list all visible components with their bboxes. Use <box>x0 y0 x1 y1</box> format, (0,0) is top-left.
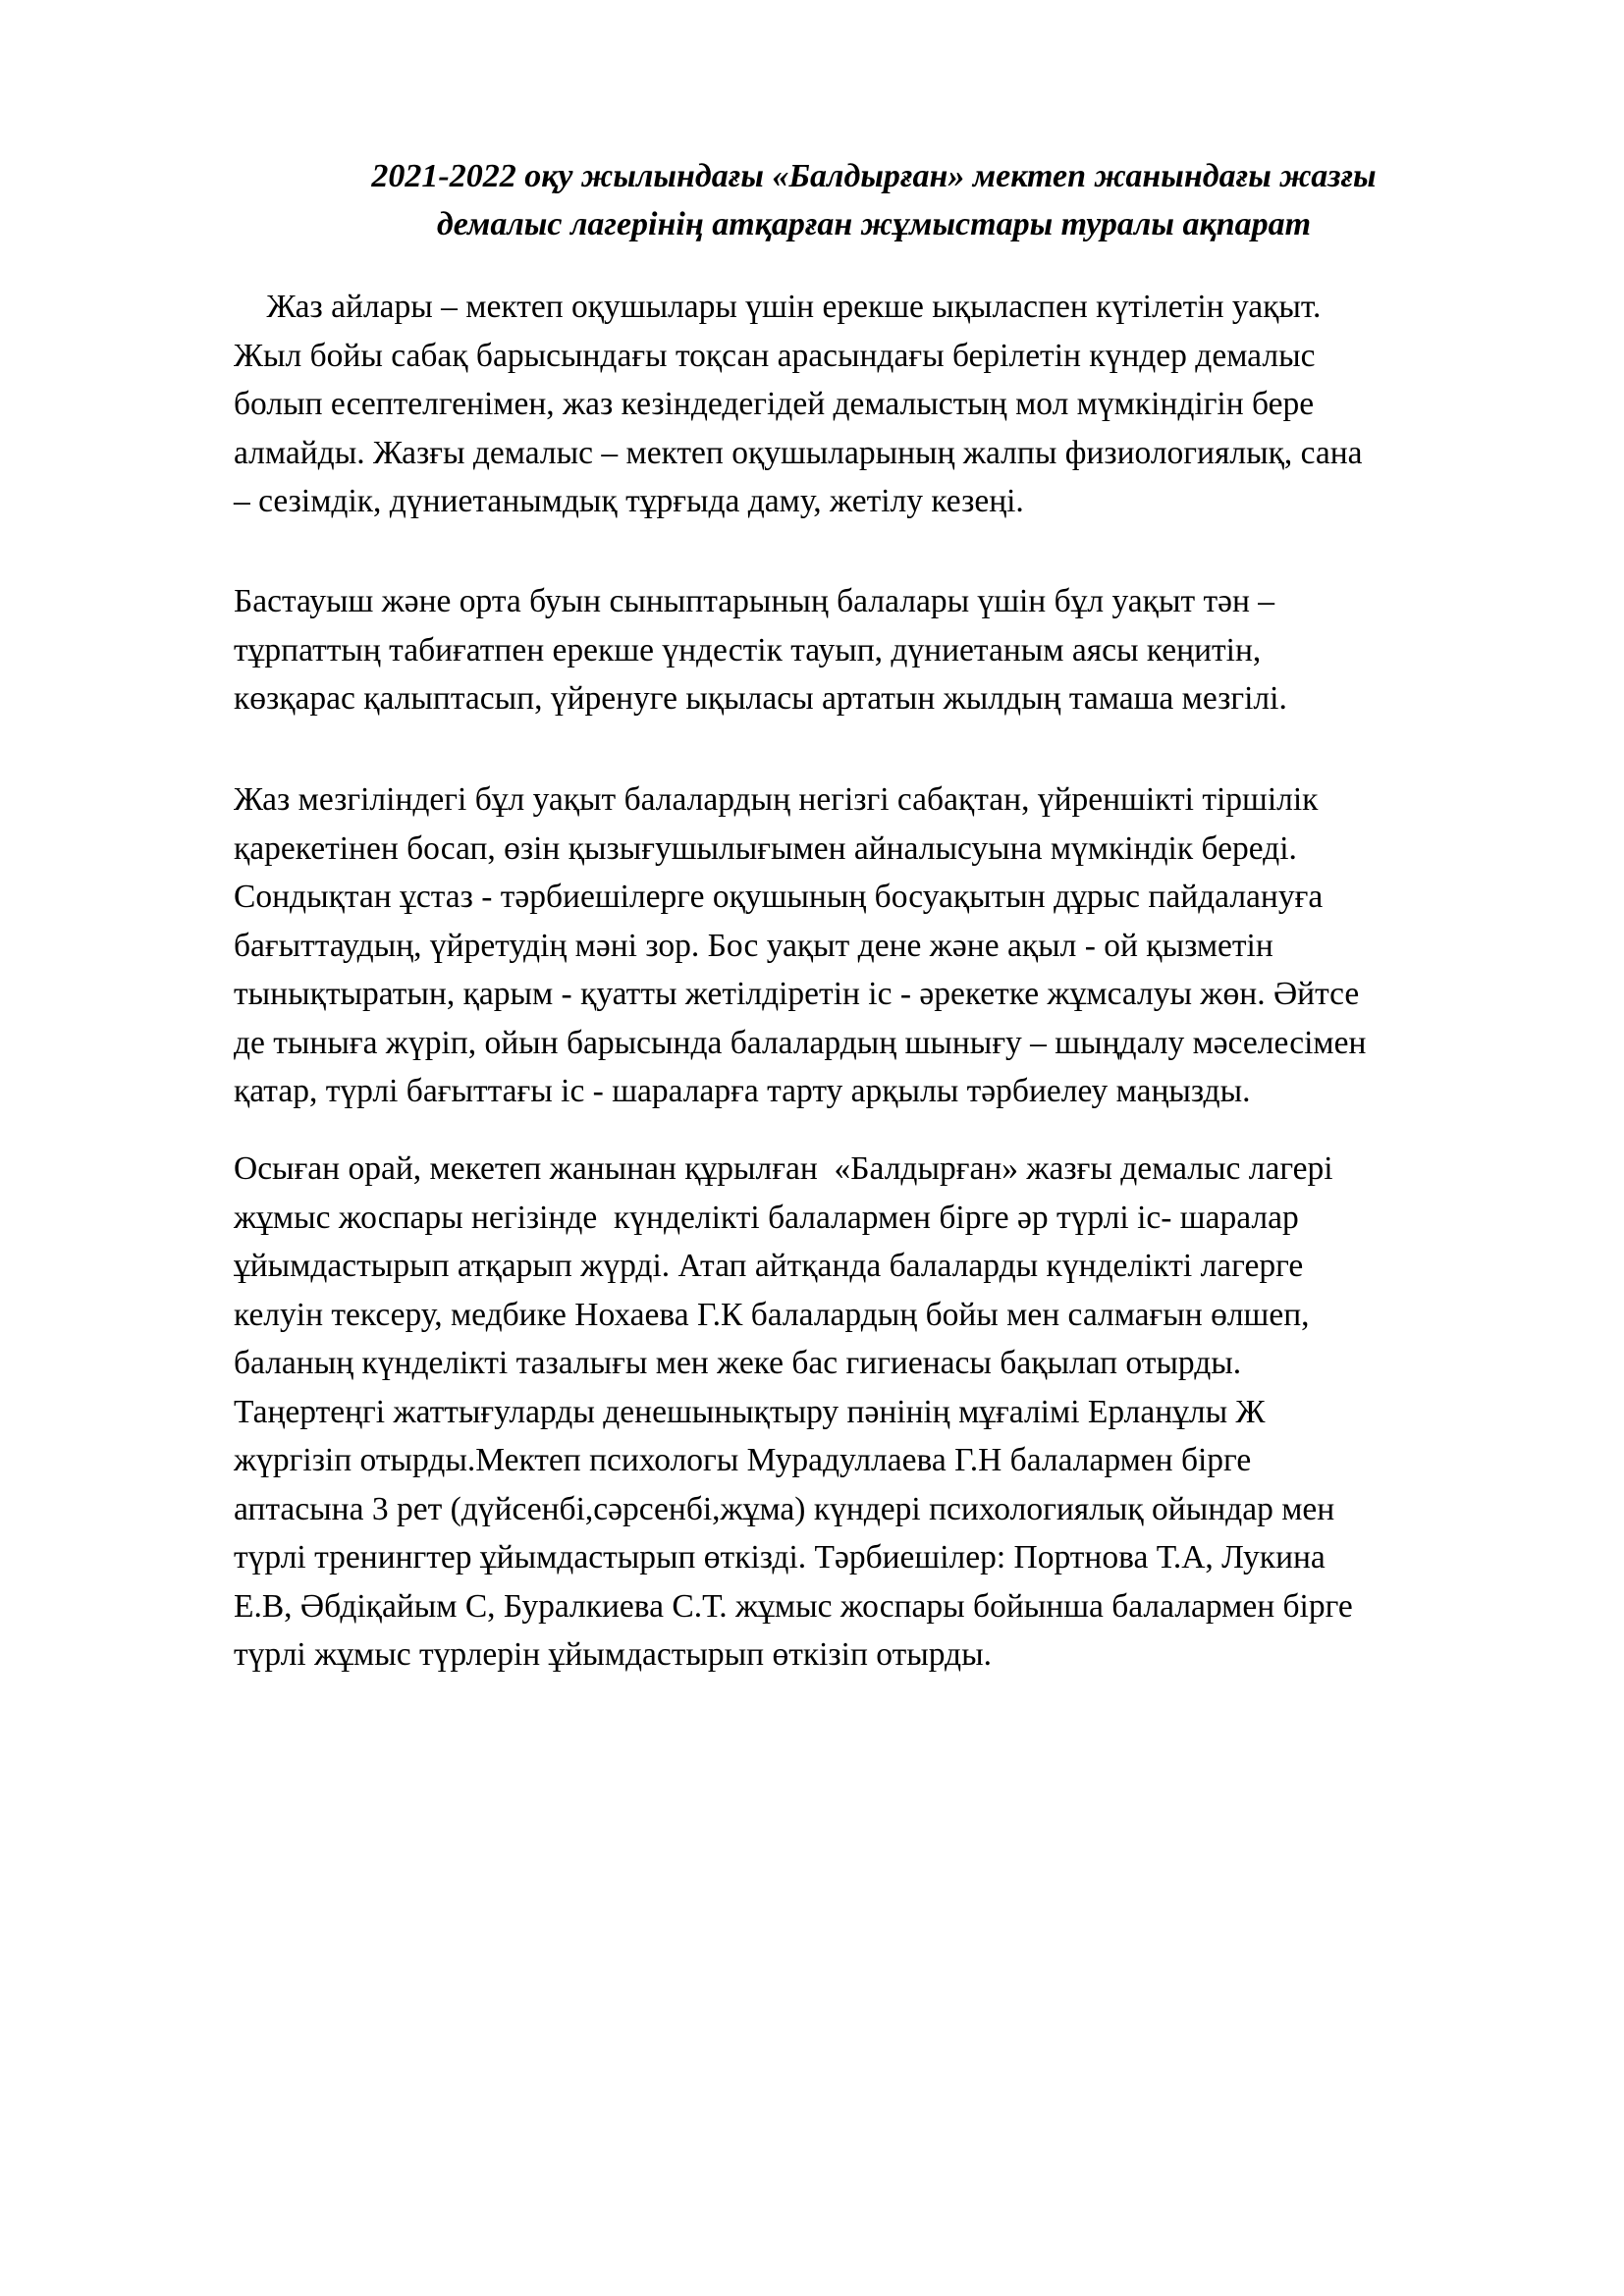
text-line: тынықтыратын, қарым - қуатты жетілдіретін іс - әрекетке жұмсалуы жөн. Әйтсе <box>234 976 1360 1012</box>
text-line: болып есептелгенімен, жаз кезіндедегідей демалыстың мол мүмкіндігін бере <box>234 386 1315 422</box>
text-line: бағыттаудың, үйретудің мәні зор. Бос уақыт дене және ақыл - ой қызметін <box>234 927 1273 964</box>
text-line: де тынығa жүріп, ойын барысында балалардың шынығу – шыңдалу мәселесімен <box>234 1024 1367 1061</box>
text-line: баланың күнделікті тазалығы мен жеке бас гигиенасы бақылап отырды. <box>234 1345 1242 1381</box>
paragraph-camp-activities <box>234 1145 1520 1680</box>
text-line: түрлі тренингтер ұйымдастырып өткізді. Тәрбиешілер: Портнова Т.А, Лукина <box>234 1539 1326 1575</box>
text-line: Сондықтан ұстаз - тәрбиешілерге оқушының босуақытын дұрыс пайдалануға <box>234 879 1324 915</box>
text-line: көзқарас қалыптасып, үйренуге ықыласы артатын жылдың тамаша мезгілі. <box>234 680 1287 717</box>
text-line: келуін тексеру, медбике Нохаева Г.К балалардың бойы мен салмағын өлшеп, <box>234 1296 1310 1333</box>
text-line: – сезімдік, дүниетанымдық тұрғыда даму, жетілу кезеңі. <box>234 483 1024 519</box>
text-line: Жыл бойы сабақ барысындағы тоқсан арасындағы берілетін күндер демалыс <box>234 337 1316 374</box>
text-line: қатар, түрлі бағыттағы іс - шараларға тарту арқылы тәрбиелеу маңызды. <box>234 1073 1251 1109</box>
text-line: Е.В, Әбдіқайым С, Буралкиева С.Т. жұмыс жоспары бойынша балалармен бірге <box>234 1587 1353 1625</box>
text-line: жұмыс жоспары негізінде күнделікті балалармен бірге әр түрлі іс- шаралар <box>234 1199 1299 1236</box>
text-line: алмайды. Жазғы демалыс – мектеп оқушыларының жалпы физиологиялық, сана <box>234 434 1363 471</box>
text-line: тұрпаттың табиғатпен ерекше үндестік тауып, дүниетаным аясы кеңитін, <box>234 631 1262 668</box>
text-line: Бастауыш және орта буын сыныптарының балалары үшін бұл уақыт тән – <box>234 583 1275 619</box>
paragraph-free-time <box>234 775 1520 1116</box>
text-line: жүргізіп отырды.Мектеп психологы Мурадуллаева Г.Н балалармен бірге <box>234 1442 1252 1478</box>
text-line: Жаз мезгіліндегі бұл уақыт балалардың негізгі сабақтан, үйреншікті тіршілік <box>234 781 1319 818</box>
title-line: демалыс лагерінің атқарған жұмыстары туралы ақпарат <box>436 206 1312 242</box>
text-line: ұйымдастырып атқарып жүрді. Атап айтқанда балаларды күнделікті лагерге <box>234 1248 1304 1284</box>
title-line: 2021-2022 оқу жылындағы «Балдырған» мектеп жанындағы жазғы <box>371 158 1377 194</box>
text-line: аптасына 3 рет (дүйсенбі,сәрсенбі,жұма) күндері психологиялық ойындар мен <box>234 1490 1335 1527</box>
text-line: түрлі жұмыс түрлерін ұйымдастырып өткізіп отырды. <box>234 1636 992 1673</box>
text-line: қарекетінен босап, өзін қызығушылығымен айналысуына мүмкіндік береді. <box>234 829 1297 867</box>
paragraph-primary-grades <box>234 577 1520 723</box>
text-line: Осыған орай, мекетеп жанынан құрылған «Балдырған» жазғы демалыс лагері <box>234 1150 1333 1187</box>
paragraph-summer-months <box>234 283 1520 526</box>
text-line: Таңертеңгі жаттығуларды денешынықтыру пәнінің мұғалімі Ерланұлы Ж <box>234 1393 1266 1430</box>
text-line: Жаз айлары – мектеп оқушылары үшін ерекше ықыласпен күтілетін уақыт. <box>234 289 1322 325</box>
document-title <box>236 152 1512 248</box>
